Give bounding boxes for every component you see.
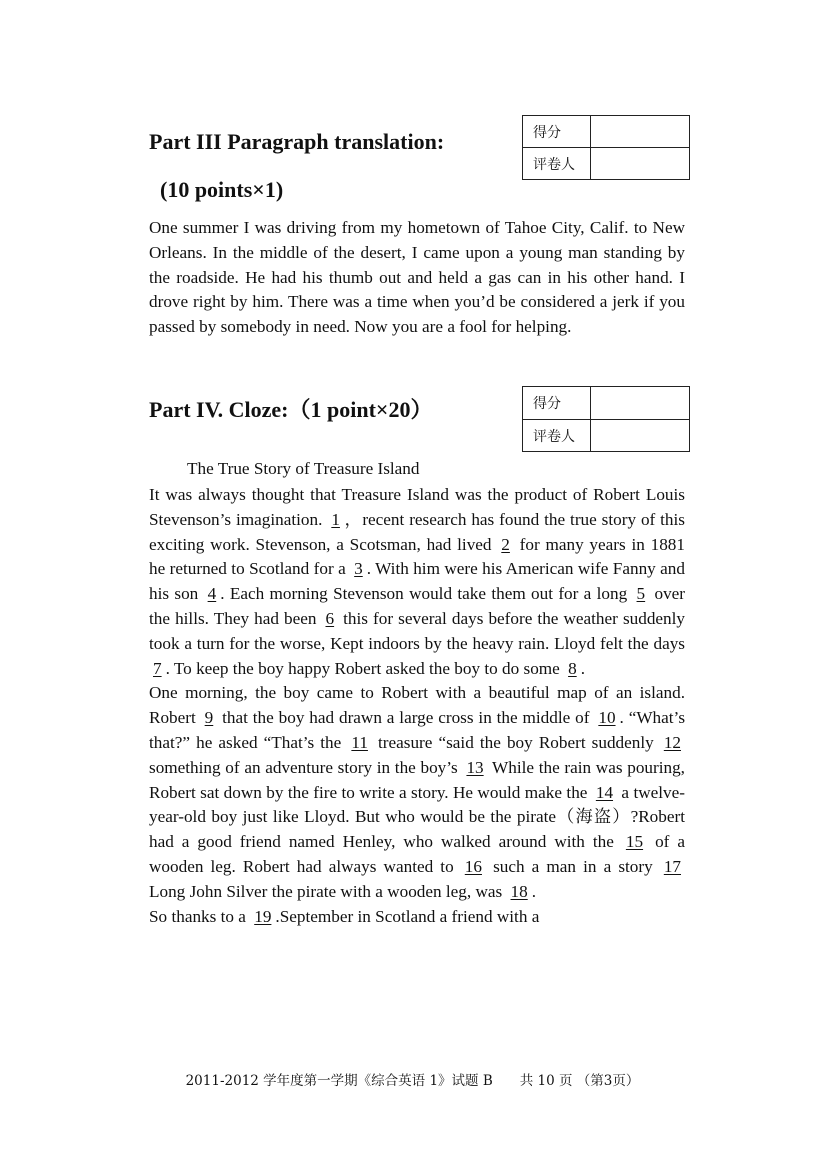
part3-heading: Part III Paragraph translation: [149, 129, 445, 154]
blank-1: 1 [331, 509, 340, 529]
page-footer: 2011-2012 学年度第一学期《综合英语 1》试题 B 共 10 页 （第3页） [185, 1073, 640, 1089]
score-value-cell[interactable] [591, 116, 690, 148]
translation-paragraph: One summer I was driving from my hometown of Tahoe City, Calif. to New Orleans. In the middle of the desert, I came upon a young man standing by the roadside. He had his thumb out and held a gas can in his other hand. I drove right by him. There was a time when you’d be considered a jerk if you passed by somebody in need. Now you are a fool for helping. [149, 218, 685, 337]
blank-19: 19 [254, 906, 272, 926]
blank-15: 15 [625, 832, 644, 852]
cloze-paragraph-2: One morning, the boy came to Robert with a beautiful map of an island. Robert 9 that the boy had drawn a large cross in the middle of 10 . “What’s that?” he asked “That’s the 11 treasure “said the boy Robert suddenly 12 something of an adventure story in the boy’s 13 While the rain was pouring, Robert sat down by the fire to write a story. He would make the 14 a twelve-year-old boy just like Lloyd. But who would be the pirate（海盗）?Robert had a good friend named Henley, who walked around with the 15 of a wooden leg. Robert had always wanted to 16 such a man in a story 17 Long John Silver the pirate with a wooden leg, was 18 . [149, 681, 685, 904]
cloze-paragraph-3: So thanks to a 19 .September in Scotland a friend with a [149, 905, 685, 930]
blank-6: 6 [325, 608, 335, 628]
blank-13: 13 [466, 757, 484, 777]
blank-9: 9 [204, 708, 214, 728]
cloze-paragraph-1: It was always thought that Treasure Island was the product of Robert Louis Stevenson’s imagination. 1 ，recent research has found the true story of this exciting work. Stevenson, a Scotsman, had lived 2 for many years in 1881 he returned to Scotland for a 3 . With him were his American wife Fanny and his son 4 . Each morning Stevenson would take them out for a long 5 over the hills. They had been 6 this for several days before the weather suddenly took a turn for the worse, Kept indoors by the heavy rain. Lloyd felt the days 7 . To keep the boy happy Robert asked the boy to do some 8 . [149, 483, 685, 681]
score-label: 得分 [523, 387, 591, 420]
grader-label: 评卷人 [523, 148, 591, 180]
blank-14: 14 [595, 782, 614, 802]
blank-2: 2 [501, 534, 510, 554]
blank-3: 3 [354, 559, 363, 579]
blank-16: 16 [464, 856, 482, 876]
blank-11: 11 [351, 732, 368, 752]
part3-points: (10 points×1) [160, 177, 284, 202]
blank-18: 18 [510, 881, 528, 901]
story-title: The True Story of Treasure Island [187, 459, 420, 478]
score-value-cell[interactable] [591, 387, 690, 420]
blank-10: 10 [598, 708, 616, 728]
blank-8: 8 [568, 658, 577, 678]
part3-score-box [522, 115, 690, 180]
blank-5: 5 [636, 584, 646, 604]
cloze-passage [149, 483, 685, 929]
score-label: 得分 [523, 116, 591, 148]
blank-12: 12 [663, 732, 681, 752]
blank-4: 4 [207, 584, 217, 604]
part4-heading: Part IV. Cloze:（1 point×20） [149, 397, 433, 422]
blank-7: 7 [153, 658, 162, 678]
grader-label: 评卷人 [523, 420, 591, 452]
blank-17: 17 [663, 856, 681, 876]
grader-value-cell[interactable] [591, 148, 690, 180]
grader-value-cell[interactable] [591, 420, 690, 452]
part4-score-box [522, 386, 690, 452]
